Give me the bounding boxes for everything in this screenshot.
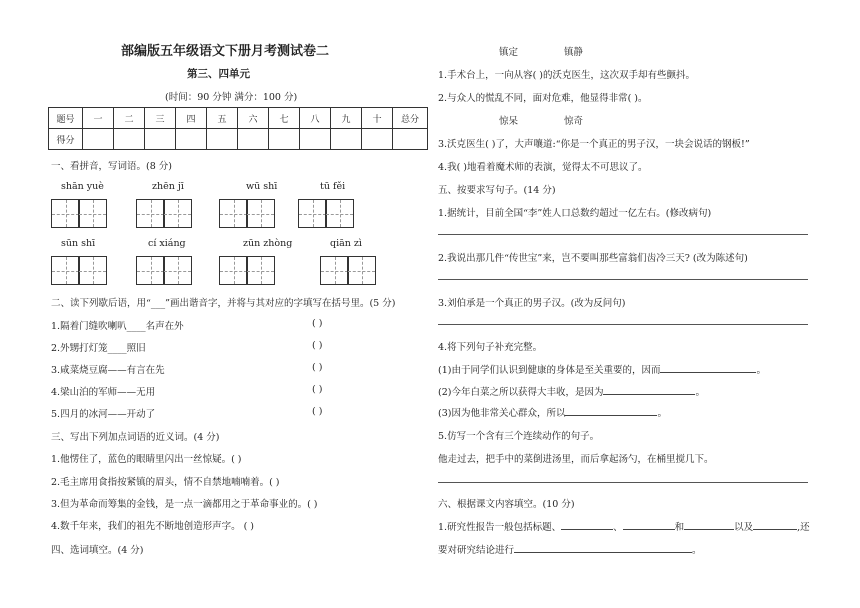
fill-in-sentence[interactable]	[438, 405, 667, 419]
tianzige-box[interactable]	[78, 256, 107, 285]
score-table-header-row	[49, 108, 428, 129]
answer-line[interactable]	[438, 324, 808, 325]
sentence-text: 要对研究结论进行	[438, 545, 515, 556]
question-text[interactable]: 3.但为革命而筹集的金钱，是一点一滴都用之于革命事业的。( )	[51, 499, 318, 510]
sentence-end: 。	[692, 545, 702, 556]
score-input-cell[interactable]	[114, 129, 145, 150]
sentence-text: 以及	[734, 522, 754, 533]
tianzige-box[interactable]	[325, 199, 354, 228]
blank[interactable]	[753, 520, 797, 530]
question-text: 4.将下列句子补充完整。	[438, 342, 543, 353]
question-text: 3.咸菜烧豆腐——有言在先	[51, 365, 165, 376]
fill-in-sentence[interactable]	[438, 384, 705, 398]
pinyin-label: tū fěi	[320, 181, 346, 192]
tianzige-box[interactable]	[51, 256, 80, 285]
question-text[interactable]: 1.手术台上，一向从容( )的沃克医生，这次双手却有些颤抖。	[438, 70, 695, 81]
pinyin-label: zhēn jī	[152, 181, 184, 192]
table-cell: 二	[114, 108, 145, 129]
tianzige-box[interactable]	[320, 256, 349, 285]
tianzige-box[interactable]	[136, 199, 165, 228]
sentence-text: 、	[613, 522, 623, 533]
blank[interactable]	[623, 520, 675, 530]
sentence-text: 1.研究性报告一般包括标题、	[438, 522, 562, 533]
answer-parentheses[interactable]: ( )	[312, 340, 323, 351]
question-text: 3.刘伯承是一个真正的男子汉。(改为反问句)	[438, 298, 626, 309]
tianzige-box[interactable]	[163, 199, 192, 228]
sentence-end: 。	[657, 408, 667, 419]
pinyin-label: wū shī	[246, 181, 278, 192]
score-input-cell[interactable]	[238, 129, 269, 150]
question-text[interactable]: 1.他愣住了，蓝色的眼睛里闪出一丝惊疑。( )	[51, 454, 242, 465]
score-input-cell[interactable]	[362, 129, 393, 150]
tianzige-box[interactable]	[78, 199, 107, 228]
tianzige-box[interactable]	[219, 199, 248, 228]
table-cell: 总分	[393, 108, 428, 129]
pinyin-label: shān yuè	[61, 181, 104, 192]
sentence-prefix: (3)因为他非常关心群众，所以	[438, 408, 566, 419]
sentence-text: 和	[674, 522, 685, 533]
score-input-cell[interactable]	[331, 129, 362, 150]
question-text[interactable]: 4.我( )地看着魔术师的表演，觉得太不可思议了。	[438, 162, 648, 173]
tianzige-box[interactable]	[246, 199, 275, 228]
score-input-cell[interactable]	[83, 129, 114, 150]
question-text[interactable]: 2.毛主席用食指按紧镇的眉头，情不自禁地喃喃着。( )	[51, 477, 280, 488]
score-table-score-row	[49, 129, 428, 150]
question-text: 5.仿写一个含有三个连续动作的句子。	[438, 431, 600, 442]
tianzige-box[interactable]	[163, 256, 192, 285]
table-cell: 六	[238, 108, 269, 129]
tianzige-box[interactable]	[246, 256, 275, 285]
section-2-heading: 二、读下列歇后语，用“___”画出谐音字，并将与其对应的字填写在括号里。(5 分)	[51, 298, 396, 309]
score-input-cell[interactable]	[176, 129, 207, 150]
example-sentence: 他走过去，把手中的菜倒进汤里，而后拿起汤勺，在桶里搅几下。	[438, 454, 714, 465]
table-cell: 一	[83, 108, 114, 129]
pinyin-label: sūn shī	[61, 238, 96, 249]
sentence-end: 。	[756, 365, 766, 376]
answer-line[interactable]	[438, 279, 808, 280]
tianzige-box[interactable]	[219, 256, 248, 285]
answer-parentheses[interactable]: ( )	[312, 384, 323, 395]
pinyin-label: cí xiáng	[148, 238, 186, 249]
sentence-end: 。	[695, 387, 705, 398]
blank[interactable]	[603, 385, 695, 395]
answer-parentheses[interactable]: ( )	[312, 362, 323, 373]
blank[interactable]	[684, 520, 734, 530]
table-cell: 四	[176, 108, 207, 129]
score-input-cell[interactable]	[300, 129, 331, 150]
pinyin-label: zūn zhòng	[243, 238, 293, 249]
section-1-heading: 一、看拼音，写词语。(8 分)	[51, 161, 172, 172]
table-cell: 十	[362, 108, 393, 129]
word-choice-option: 镇静	[564, 47, 584, 58]
table-cell: 八	[300, 108, 331, 129]
question-text: 1.据统计，目前全国“李”姓人口总数约超过一亿左右。(修改病句)	[438, 208, 712, 219]
fill-in-sentence[interactable]	[438, 542, 702, 556]
fill-in-sentence[interactable]	[438, 519, 810, 533]
exam-time-info: (时间：90 分钟 满分：100 分)	[165, 92, 298, 103]
question-text: 2.外甥打灯笼____照旧	[51, 343, 146, 354]
question-text: 4.梁山泊的军师——无用	[51, 387, 156, 398]
score-input-cell[interactable]	[393, 129, 428, 150]
sentence-text: ,还	[797, 522, 810, 533]
question-text[interactable]: 4.数千年来，我们的祖先不断地创造形声字。 ( )	[51, 521, 255, 532]
fill-in-sentence[interactable]	[438, 362, 766, 376]
question-text: 5.四月的冰河——开动了	[51, 409, 156, 420]
table-cell: 七	[269, 108, 300, 129]
tianzige-box[interactable]	[51, 199, 80, 228]
section-6-heading: 六、根据课文内容填空。(10 分)	[438, 499, 575, 510]
unit-subtitle: 第三、四单元	[187, 68, 250, 80]
question-text[interactable]: 2.与众人的慌乱不同，面对危难，他显得非常( )。	[438, 93, 648, 104]
section-3-heading: 三、写出下列加点词语的近义词。(4 分)	[51, 432, 220, 443]
sentence-prefix: (2)今年白菜之所以获得大丰收，是因为	[438, 387, 604, 398]
table-cell: 题号	[49, 108, 83, 129]
word-choice-option: 惊呆	[499, 116, 519, 127]
section-4-heading: 四、选词填空。(4 分)	[51, 545, 144, 556]
pinyin-label: qiān zì	[330, 238, 362, 249]
blank[interactable]	[561, 520, 613, 530]
tianzige-box[interactable]	[136, 256, 165, 285]
page-title: 部编版五年级语文下册月考测试卷二	[121, 44, 330, 59]
score-table	[48, 107, 428, 150]
question-text: 1.隔着门缝吹喇叭____名声在外	[51, 321, 184, 332]
answer-line[interactable]	[438, 234, 808, 235]
blank[interactable]	[514, 543, 692, 553]
table-cell: 九	[331, 108, 362, 129]
table-cell: 五	[207, 108, 238, 129]
answer-line[interactable]	[438, 482, 808, 483]
question-text[interactable]: 3.沃克医生( )了，大声嚷道:“你是一个真正的男子汉，一块会说话的钢板!”	[438, 139, 750, 150]
blank[interactable]	[660, 363, 756, 373]
score-input-cell[interactable]	[145, 129, 176, 150]
tianzige-box[interactable]	[298, 199, 327, 228]
sentence-prefix: (1)由于同学们认识到健康的身体是至关重要的，因而	[438, 365, 661, 376]
answer-parentheses[interactable]: ( )	[312, 318, 323, 329]
score-input-cell[interactable]	[269, 129, 300, 150]
table-cell: 三	[145, 108, 176, 129]
blank[interactable]	[565, 406, 657, 416]
table-cell: 得分	[49, 129, 83, 150]
answer-parentheses[interactable]: ( )	[312, 406, 323, 417]
score-input-cell[interactable]	[207, 129, 238, 150]
word-choice-option: 镇定	[499, 47, 519, 58]
word-choice-option: 惊奇	[564, 116, 584, 127]
question-text: 2.我说出那几件“传世宝”来，岂不要叫那些富翁们齿冷三天? (改为陈述句)	[438, 253, 748, 264]
section-5-heading: 五、按要求写句子。(14 分)	[438, 185, 556, 196]
tianzige-box[interactable]	[347, 256, 376, 285]
